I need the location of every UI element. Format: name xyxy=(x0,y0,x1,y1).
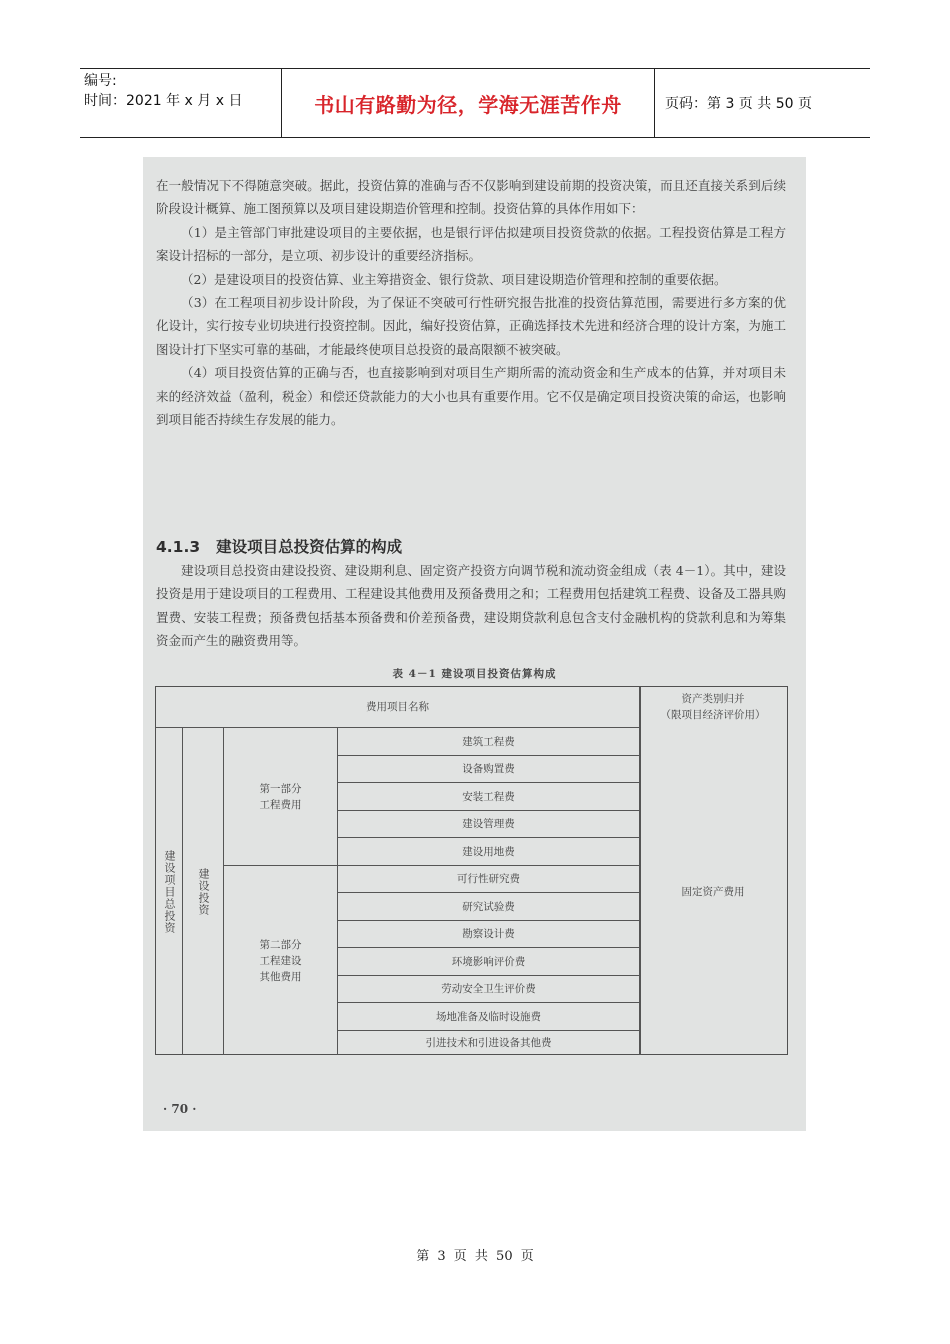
header-asset-class: 资产类别归并 （限项目经济评价用） xyxy=(660,693,766,721)
construction-investment-label: 建设投资 xyxy=(197,867,210,916)
table-row-item: 劳动安全卫生评价费 xyxy=(441,983,536,995)
body-text xyxy=(156,174,786,431)
table-row-item: 环境影响评价费 xyxy=(451,955,526,968)
header-page-label: 页码：第 3 页 共 50 页 xyxy=(665,96,812,112)
scanned-page xyxy=(143,157,806,1131)
part-two-label: 第二部分 工程建设 其他费用 xyxy=(259,938,302,983)
table-row-item: 设备购置费 xyxy=(462,763,515,775)
document-header xyxy=(80,68,870,138)
paragraph: （4）项目投资估算的正确与否，也直接影响到对项目生产期所需的流动资金和生产成本的估算，并对项目未来的经济效益（盈利，税金）和偿还贷款能力的大小也具有重要作用。它不仅是确定项目投资决策的命运，也影响到项目能否持续生存发展的能力。 xyxy=(156,365,786,428)
table-row-item: 场地准备及临时设施费 xyxy=(436,1010,541,1023)
date-line: 时间：2021 年 x 月 x 日 xyxy=(84,93,243,109)
table-row-item: 安装工程费 xyxy=(462,790,515,803)
table-title: 表 4－1 建设项目投资估算构成 xyxy=(392,668,557,680)
section-title: 建设项目总投资估算的构成 xyxy=(216,538,403,556)
table-row-item: 可行性研究费 xyxy=(457,873,520,885)
paragraph: （1）是主管部门审批建设项目的主要依据，也是银行评估拟建项目投资贷款的依据。工程投资估算是工程方案设计招标的一部分，是立项、初步设计的重要经济指标。 xyxy=(156,224,786,264)
table-row-item: 引进技术和引进设备其他费 xyxy=(425,1037,552,1049)
table-row-item: 建设管理费 xyxy=(462,818,515,830)
header-cost-item-name: 费用项目名称 xyxy=(366,701,429,713)
asset-class-fixed-assets: 固定资产费用 xyxy=(681,885,745,898)
section-body xyxy=(156,559,786,653)
total-investment-label: 建设项目总投资 xyxy=(163,849,176,934)
section-heading xyxy=(156,535,402,557)
scan-page-number: · 70 · xyxy=(163,1102,197,1116)
paragraph: （2）是建设项目的投资估算、业主筹措资金、银行贷款、项目建设期造价管理和控制的重要依据。 xyxy=(181,271,727,287)
table-row-item: 勘察设计费 xyxy=(462,928,515,940)
code-label: 编号: xyxy=(84,73,117,89)
paragraph: 建设项目总投资由建设投资、建设期利息、固定资产投资方向调节税和流动资金组成（表 4－1）。其中，建设投资是用于建设项目的工程费用、工程建设其他费用及预备费用之和；工程费用包括建筑工程费、设备及工器具购置费、安装工程费；预备费包括基本预备费和价差预备费，建设期贷款利息包含支付金融机构的贷款利息和为筹集资金而产生的融资费用等。 xyxy=(156,563,786,649)
cost-composition-table xyxy=(155,686,788,1055)
header-motto: 书山有路勤为径，学海无涯苦作舟 xyxy=(282,69,655,137)
page-footer: 第 3 页 共 50 页 xyxy=(416,1249,534,1264)
table-row-item: 建设用地费 xyxy=(462,845,515,858)
section-number: 4.1.3 xyxy=(156,538,201,556)
table-row-item: 建筑工程费 xyxy=(462,735,515,748)
part-one-label: 第一部分 工程费用 xyxy=(259,782,302,811)
header-meta xyxy=(80,69,282,137)
paragraph: （3）在工程项目初步设计阶段，为了保证不突破可行性研究报告批准的投资估算范围，需要进行多方案的优化设计，实行按专业切块进行投资控制。因此，编好投资估算，正确选择技术先进和经济合理的设计方案，为施工图设计打下坚实可靠的基础，才能最终使项目总投资的最高限额不被突破。 xyxy=(156,295,786,357)
paragraph: 在一般情况下不得随意突破。据此，投资估算的准确与否不仅影响到建设前期的投资决策，而且还直接关系到后续阶段设计概算、施工图预算以及项目建设期造价管理和控制。投资估算的具体作用如下： xyxy=(156,178,786,217)
table-row-item: 研究试验费 xyxy=(462,900,515,913)
